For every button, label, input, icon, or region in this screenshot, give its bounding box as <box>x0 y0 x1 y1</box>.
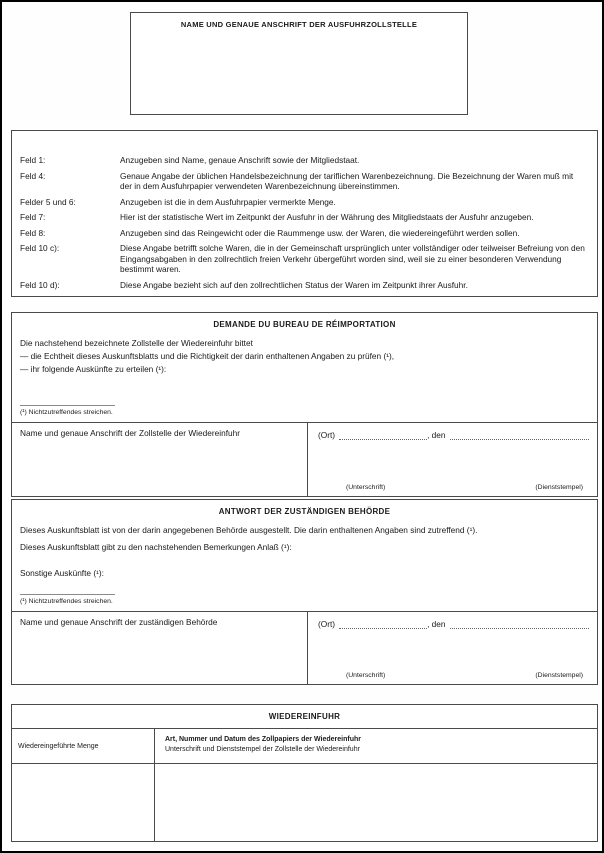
wiedereinfuhr-title: WIEDEREINFUHR <box>12 705 597 729</box>
antwort-line-1: Dieses Auskunftsblatt ist von der darin angegebenen Behörde ausgestellt. Die darin enthaltenen Angaben sind zutreffend (¹). <box>20 525 478 535</box>
note-text: Anzugeben sind das Reingewicht oder die Raummenge usw. der Waren, die wiedereingeführt werden sollen. <box>120 227 520 238</box>
note-label: Feld 1: <box>20 155 46 165</box>
demande-place-date-line <box>308 423 597 440</box>
note-text: Diese Angabe bezieht sich auf den zollrechtlichen Status der Waren im Zeitpunkt ihrer Ausfuhr. <box>120 279 468 290</box>
demande-section-title: DEMANDE DU BUREAU DE RÉIMPORTATION <box>213 320 396 329</box>
antwort-line-2: Dieses Auskunftsblatt gibt zu den nachstehenden Bemerkungen Anlaß (¹): <box>20 542 292 552</box>
ort-label: (Ort) <box>318 619 336 629</box>
note-row-feld7 <box>20 212 587 223</box>
note-row-feld8 <box>20 228 587 239</box>
ort-label: (Ort) <box>318 430 336 440</box>
note-label: Feld 10 c): <box>20 243 60 253</box>
note-text: Diese Angabe betrifft solche Waren, die in der Gemeinschaft ursprünglich unter vollständiger oder teilweiser Befreiung von den Eingangsabgaben in den zollrechtlich freien Verkehr übergeführt worden sind, weil sie zu einer besonderen Verwendung bestimmt waren. <box>120 243 585 274</box>
note-text: Hier ist der statistische Wert im Zeitpunkt der Ausfuhr in der Währung des Mitgliedstaats der Ausfuhr anzugeben. <box>120 212 534 222</box>
note-label: Feld 10 d): <box>20 279 60 290</box>
reimported-quantity-field[interactable] <box>12 764 155 841</box>
demande-section <box>11 312 598 497</box>
reimport-document-field[interactable] <box>155 764 597 841</box>
competent-authority-name-field[interactable] <box>12 611 308 684</box>
antwort-stamp-label: (Dienststempel) <box>535 672 583 679</box>
date-fill-line[interactable] <box>450 619 589 629</box>
note-text: Anzugeben ist die in dem Ausfuhrpapier vermerkte Menge. <box>120 196 336 207</box>
antwort-place-date-line <box>308 612 597 629</box>
date-fill-line[interactable] <box>450 430 589 440</box>
note-row-feld4 <box>20 171 587 192</box>
demande-intro: Die nachstehend bezeichnete Zollstelle der Wiedereinfuhr bittet <box>20 338 253 348</box>
note-label: Feld 8: <box>20 227 46 238</box>
note-text: Anzugeben sind Name, genaue Anschrift sowie der Mitgliedstaat. <box>120 155 360 165</box>
wiedereinfuhr-header-row <box>12 729 597 764</box>
place-fill-line[interactable] <box>339 619 427 629</box>
reimport-document-header-line1: Art, Nummer und Datum des Zollpapiers der Wiedereinfuhr <box>165 736 361 743</box>
reimported-quantity-header: Wiedereingeführte Menge <box>12 729 155 763</box>
demande-footnote: (¹) Nichtzutreffendes streichen. <box>20 409 113 416</box>
footnote-divider <box>20 594 115 595</box>
demande-bullet-2: — ihr folgende Auskünfte zu erteilen (¹): <box>20 364 167 374</box>
note-label: Feld 7: <box>20 212 46 222</box>
note-row-felder5-6 <box>20 197 587 208</box>
demande-bullet-1: — die Echtheit dieses Auskunftsblatts und die Richtigkeit der darin enthaltenen Angaben zu prüfen (¹), <box>20 351 395 361</box>
antwort-section <box>11 499 598 685</box>
note-text: Genaue Angabe der üblichen Handelsbezeichnung der tariflichen Warenbezeichnung. Die Bezeichnung der Waren muß mit der in dem Ausfuhrpapier verwendeten Warenbezeichnung übereinstimmen. <box>120 170 574 191</box>
antwort-signature-label: (Unterschrift) <box>346 672 386 679</box>
note-row-feld10d <box>20 280 587 291</box>
note-row-feld10c <box>20 243 587 275</box>
reimport-office-name-field[interactable] <box>12 422 308 496</box>
demande-stamp-label: (Dienststempel) <box>535 484 583 491</box>
field-notes-box <box>11 130 598 297</box>
export-customs-office-address-box[interactable] <box>130 12 468 115</box>
footnote-divider <box>20 405 115 406</box>
wiedereinfuhr-entry-row <box>12 764 597 841</box>
demande-place-date-area <box>308 422 597 496</box>
antwort-place-date-area <box>308 611 597 684</box>
reimport-office-name-label: Name und genaue Anschrift der Zollstelle der Wiedereinfuhr <box>20 428 240 438</box>
place-fill-line[interactable] <box>339 430 427 440</box>
den-label: , den <box>427 619 446 629</box>
reimport-document-header-line2: Unterschrift und Dienststempel der Zollstelle der Wiedereinfuhr <box>165 745 360 753</box>
antwort-line-3: Sonstige Auskünfte (¹): <box>20 568 104 578</box>
den-label: , den <box>427 430 446 440</box>
export-customs-office-address-title: NAME UND GENAUE ANSCHRIFT DER AUSFUHRZOLLSTELLE <box>180 20 418 29</box>
demande-signature-label: (Unterschrift) <box>346 484 386 491</box>
antwort-section-title: ANTWORT DER ZUSTÄNDIGEN BEHÖRDE <box>218 507 391 516</box>
competent-authority-name-label: Name und genaue Anschrift der zuständigen Behörde <box>20 617 218 627</box>
note-label: Feld 4: <box>20 170 46 181</box>
note-row-feld1 <box>20 155 587 166</box>
wiedereinfuhr-section <box>11 704 598 842</box>
note-label: Felder 5 und 6: <box>20 196 76 207</box>
reimport-document-header <box>155 729 597 763</box>
antwort-footnote: (¹) Nichtzutreffendes streichen. <box>20 598 113 605</box>
